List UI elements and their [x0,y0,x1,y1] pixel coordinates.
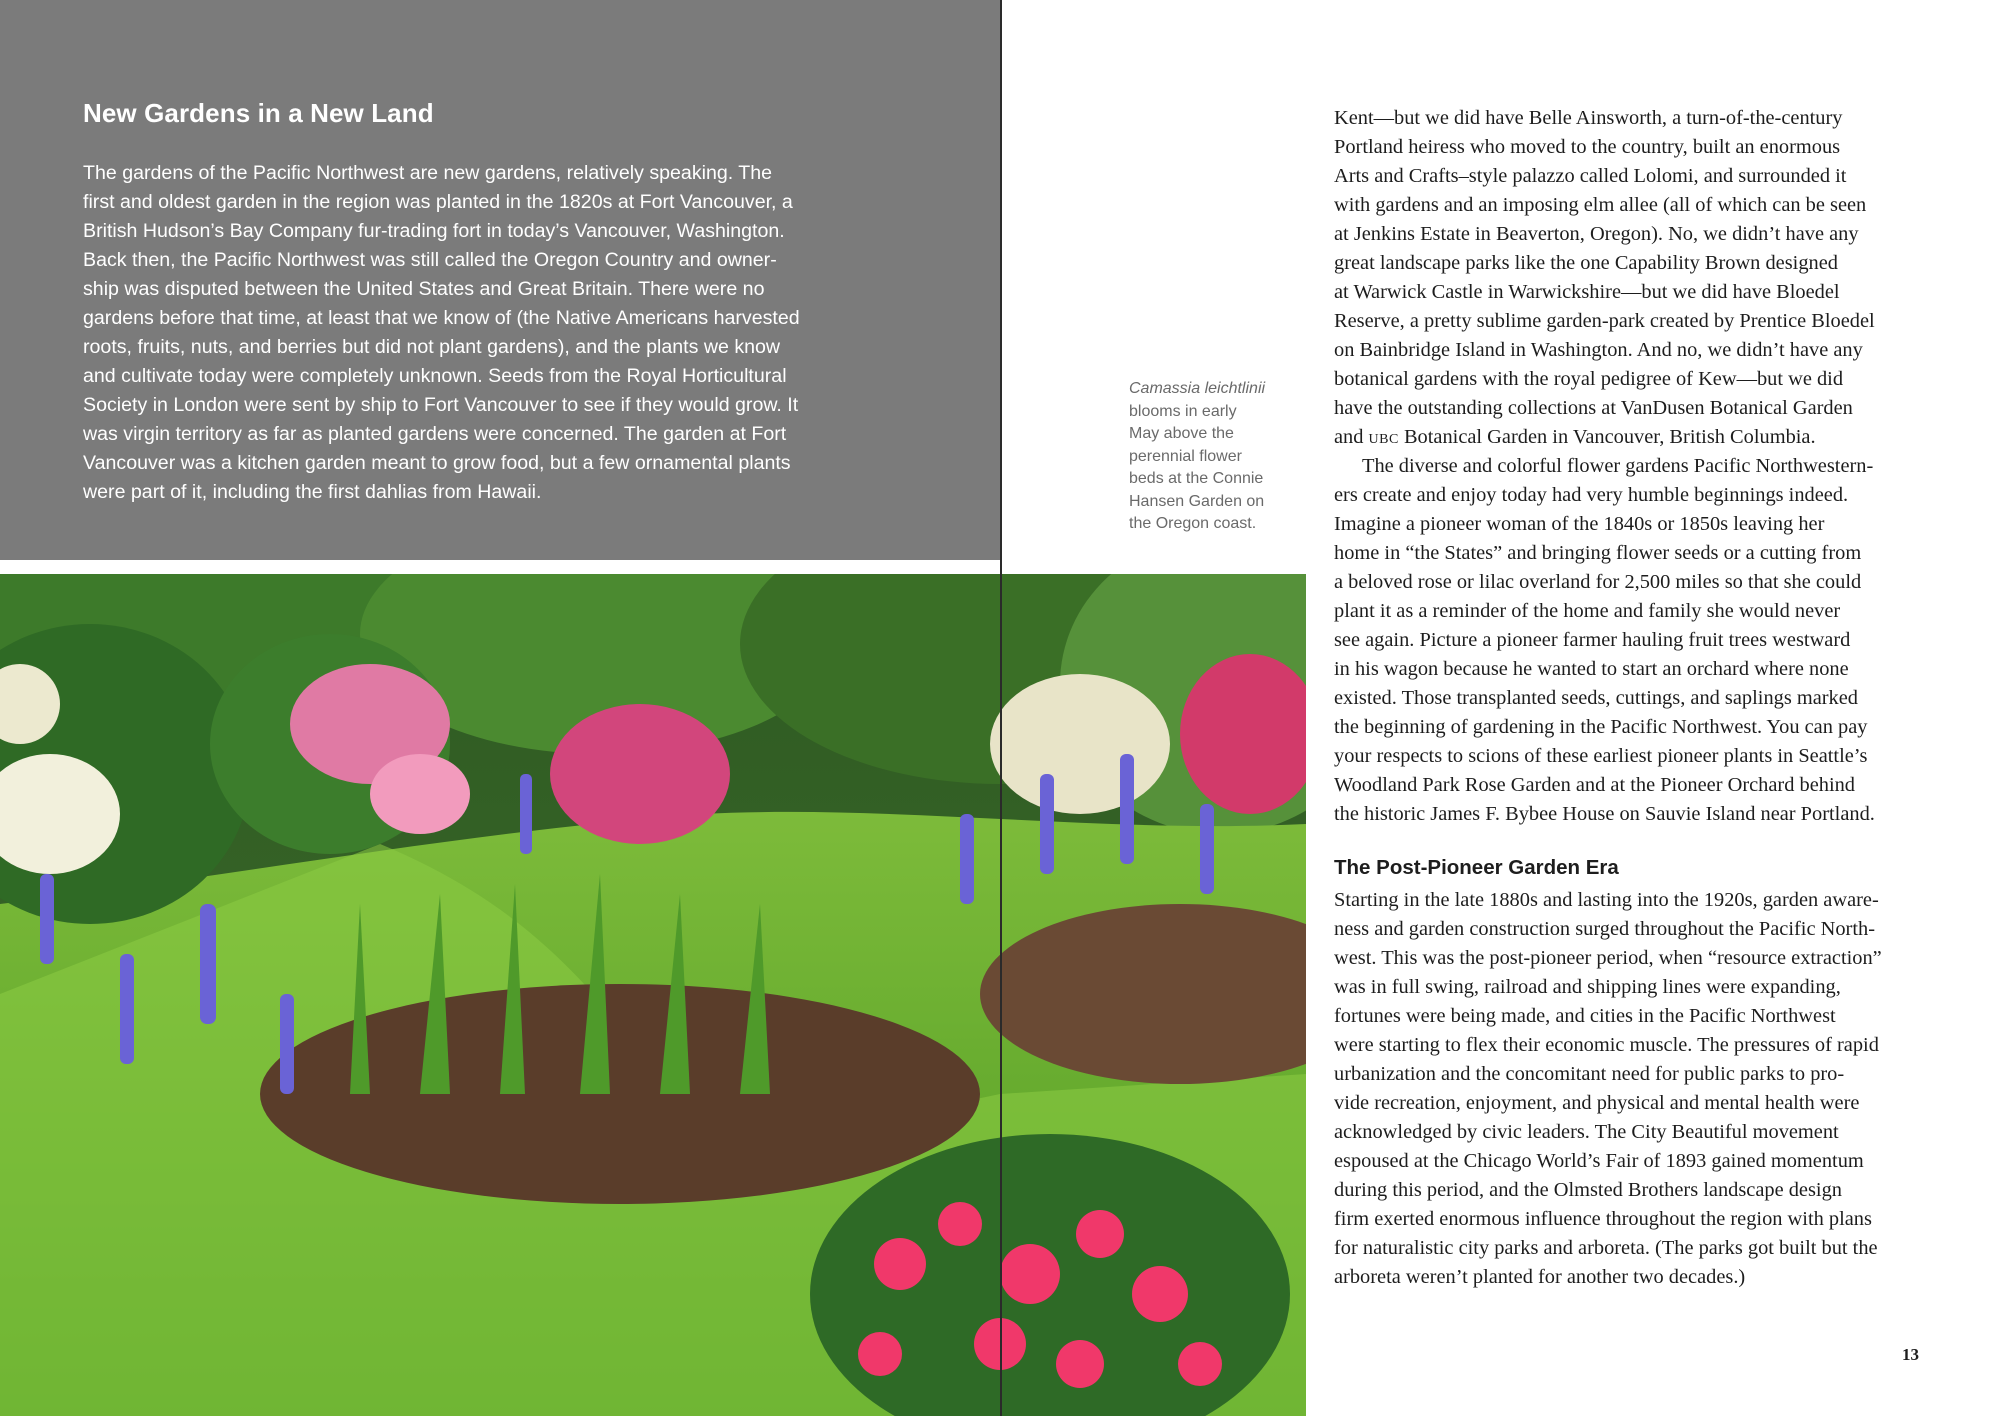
body-line: arboreta weren’t planted for another two decades.) [1334,1266,1746,1288]
sidebar-line: roots, fruits, nuts, and berries but did not plant gardens), and the plants we know [83,336,781,358]
caption-line: perennial flower [1129,447,1242,465]
body-line: Arts and Crafts–style palazzo called Lolomi, and surrounded it [1334,165,1847,187]
body-line: on Bainbridge Island in Washington. And no, we didn’t have any [1334,339,1863,361]
body-line: Reserve, a pretty sublime garden-park created by Prentice Bloedel [1334,310,1875,332]
body-line: Woodland Park Rose Garden and at the Pioneer Orchard behind [1334,774,1855,796]
sidebar-line: were part of it, including the first dahlias from Hawaii. [83,481,542,503]
page-number: 13 [1902,1345,1919,1364]
garden-photo [0,574,1306,1416]
body-line-prefix: and [1334,426,1369,448]
ubc-abbreviation: ubc [1368,426,1399,448]
sidebar-line: ship was disputed between the United States and Great Britain. There were no [83,278,765,300]
sidebar-line: The gardens of the Pacific Northwest are new gardens, relatively speaking. The [83,162,773,184]
caption-species: Camassia leichtlinii [1129,380,1266,397]
caption-line: blooms in early [1129,402,1237,420]
body-line: vide recreation, enjoyment, and physical and mental health were [1334,1092,1860,1114]
body-line-suffix: Botanical Garden in Vancouver, British Columbia. [1398,426,1816,448]
body-line: at Jenkins Estate in Beaverton, Oregon). No, we didn’t have any [1334,223,1859,245]
body-line: was in full swing, railroad and shipping lines were expanding, [1334,976,1841,998]
sidebar-line: British Hudson’s Bay Company fur-trading fort in today’s Vancouver, Washington. [83,220,785,242]
gutter-divider [1000,0,1002,1416]
body-line: with gardens and an imposing elm allee (all of which can be seen [1334,194,1867,216]
caption-line: the Oregon coast. [1129,515,1257,532]
body-line: in his wagon because he wanted to start an orchard where none [1334,658,1849,680]
body-line: Starting in the late 1880s and lasting into the 1920s, garden aware- [1334,889,1879,911]
body-line: plant it as a reminder of the home and family she would never [1334,600,1841,622]
sidebar-line: Vancouver was a kitchen garden meant to grow food, but a few ornamental plants [83,452,791,474]
body-text-lower [1334,886,1934,1292]
sidebar-line: first and oldest garden in the region was planted in the 1820s at Fort Vancouver, a [83,191,793,213]
sidebar-line: Back then, the Pacific Northwest was still called the Oregon Country and owner- [83,249,777,271]
body-line: The diverse and colorful flower gardens Pacific Northwestern- [1362,455,1874,477]
body-line: the historic James F. Bybee House on Sauvie Island near Portland. [1334,803,1875,825]
body-line: west. This was the post-pioneer period, when “resource extraction” [1334,947,1882,969]
body-line: Imagine a pioneer woman of the 1840s or 1850s leaving her [1334,513,1825,535]
body-line: espoused at the Chicago World’s Fair of 1893 gained momentum [1334,1150,1864,1172]
body-line: fortunes were being made, and cities in the Pacific Northwest [1334,1005,1836,1027]
garden-photo-illustration [0,574,1306,1416]
body-line [1334,423,1934,452]
body-line: home in “the States” and bringing flower seeds or a cutting from [1334,542,1862,564]
body-line: for naturalistic city parks and arboreta. (The parks got built but the [1334,1237,1878,1259]
body-line: were starting to flex their economic muscle. The pressures of rapid [1334,1034,1879,1056]
body-text-upper [1334,104,1934,829]
body-line: botanical gardens with the royal pedigree of Kew—but we did [1334,368,1844,390]
body-line: have the outstanding collections at VanDusen Botanical Garden [1334,397,1853,419]
body-line: ness and garden construction surged throughout the Pacific North- [1334,918,1875,940]
caption-line: May above the [1129,425,1234,442]
body-line: Kent—but we did have Belle Ainsworth, a turn-of-the-century [1334,107,1843,129]
sidebar-body [83,159,883,507]
caption-line: beds at the Connie [1129,470,1264,487]
section-heading: The Post-Pioneer Garden Era [1334,856,1619,879]
body-line: existed. Those transplanted seeds, cuttings, and saplings marked [1334,687,1859,709]
photo-caption [1129,378,1279,536]
sidebar-line: Society in London were sent by ship to Fort Vancouver to see if they would grow. It [83,394,799,416]
body-line: the beginning of gardening in the Pacific Northwest. You can pay [1334,716,1868,738]
body-line: at Warwick Castle in Warwickshire—but we did have Bloedel [1334,281,1840,303]
body-line: urbanization and the concomitant need for public parks to pro- [1334,1063,1845,1085]
body-line: great landscape parks like the one Capability Brown designed [1334,252,1838,274]
body-line: see again. Picture a pioneer farmer hauling fruit trees westward [1334,629,1851,651]
body-line: acknowledged by civic leaders. The City Beautiful movement [1334,1121,1839,1143]
caption-line: Hansen Garden on [1129,492,1265,510]
sidebar-line: and cultivate today were completely unknown. Seeds from the Royal Horticultural [83,365,787,387]
body-line: your respects to scions of these earliest pioneer plants in Seattle’s [1334,745,1868,767]
sidebar-line: was virgin territory as far as planted gardens were concerned. The garden at Fort [83,423,787,445]
sidebar-line: gardens before that time, at least that we know of (the Native Americans harvested [83,307,800,329]
sidebar-title: New Gardens in a New Land [83,98,434,128]
body-line: a beloved rose or lilac overland for 2,500 miles so that she could [1334,571,1862,593]
body-line: firm exerted enormous influence throughout the region with plans [1334,1208,1872,1230]
body-line: during this period, and the Olmsted Brothers landscape design [1334,1179,1842,1201]
body-line: ers create and enjoy today had very humble beginnings indeed. [1334,484,1849,506]
body-line: Portland heiress who moved to the country, built an enormous [1334,136,1841,158]
